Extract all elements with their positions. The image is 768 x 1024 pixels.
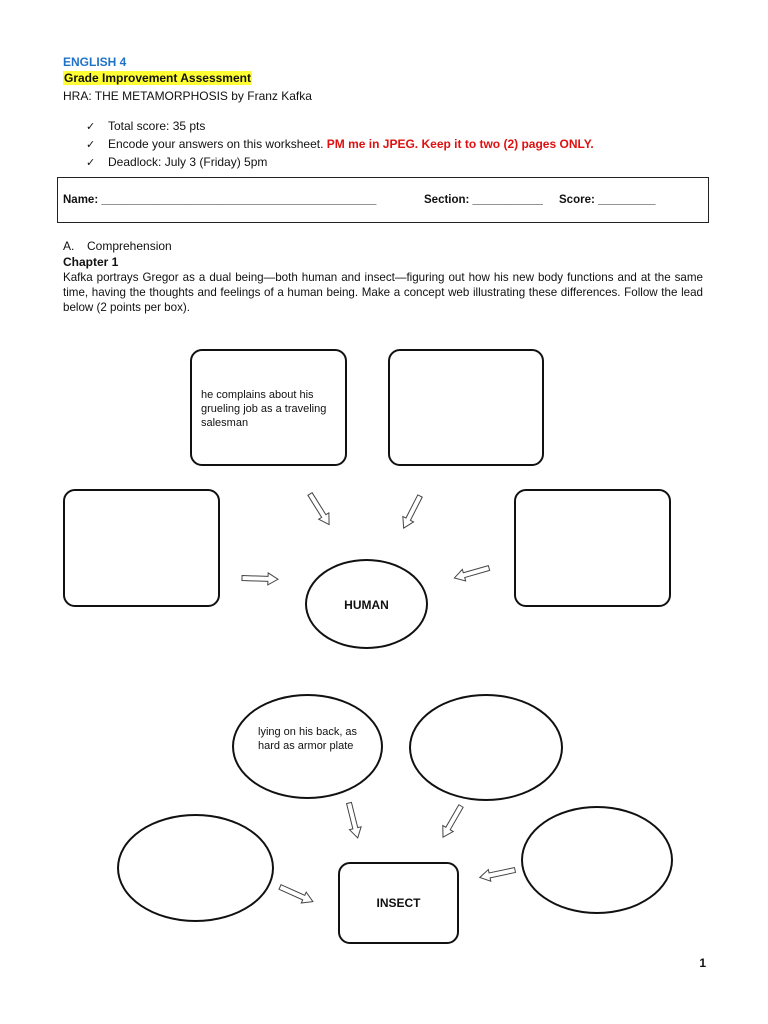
section-instructions: Kafka portrays Gregor as a dual being—both human and insect—figuring out how his new body functions and at the same time, having the thoughts and feelings of a human being. Make a concept web illustrating these differences. Follow the lead below (2 points per box). — [63, 271, 703, 314]
human-center-node — [305, 559, 428, 649]
section-field[interactable]: Section: ___________ — [424, 194, 543, 206]
center-label: INSECT — [376, 896, 421, 910]
course-title: ENGLISH 4 — [63, 55, 127, 69]
page-number: 1 — [699, 956, 706, 970]
human-answer-box-right[interactable] — [514, 489, 671, 607]
checkmark-icon: ✓ — [86, 157, 96, 169]
arrow-icon — [398, 493, 425, 531]
instruction-text: Total score: 35 pts — [108, 119, 206, 133]
checkmark-icon: ✓ — [86, 139, 96, 151]
assessment-title: Grade Improvement Assessment — [64, 71, 251, 85]
instruction-text: Deadlock: July 3 (Friday) 5pm — [108, 155, 268, 169]
arrow-icon — [453, 562, 491, 583]
arrow-icon — [242, 572, 278, 585]
insect-answer-oval-left[interactable] — [117, 814, 274, 922]
name-field[interactable]: Name: ___________________________________________ — [63, 194, 377, 206]
subtitle: HRA: THE METAMORPHOSIS by Franz Kafka — [63, 89, 312, 103]
center-label: HUMAN — [344, 598, 389, 612]
insect-answer-oval-right[interactable] — [521, 806, 673, 914]
section-title: Comprehension — [87, 239, 172, 253]
arrow-icon — [278, 882, 316, 908]
arrow-icon — [479, 864, 517, 883]
human-answer-box-left[interactable] — [63, 489, 220, 607]
arrow-icon — [343, 802, 363, 840]
instruction-text: Encode your answers on this worksheet. — [108, 137, 327, 151]
section-letter: A. — [63, 239, 75, 253]
insect-center-node — [338, 862, 459, 944]
answer-text: lying on his back, as hard as armor plate — [258, 726, 358, 752]
chapter-heading: Chapter 1 — [63, 255, 119, 269]
insect-answer-oval-top-right[interactable] — [409, 694, 563, 801]
instruction-emphasis: PM me in JPEG. Keep it to two (2) pages ONLY. — [326, 137, 594, 151]
arrow-icon — [438, 803, 466, 840]
answer-text: he complains about his grueling job as a traveling salesman — [201, 389, 327, 429]
checkmark-icon: ✓ — [86, 121, 96, 133]
insect-answer-oval-top-left[interactable] — [232, 694, 383, 799]
human-answer-box-top-right[interactable] — [388, 349, 544, 466]
human-answer-box-top-left[interactable] — [190, 349, 347, 466]
arrow-icon — [305, 491, 334, 528]
score-field[interactable]: Score: _________ — [559, 194, 656, 206]
